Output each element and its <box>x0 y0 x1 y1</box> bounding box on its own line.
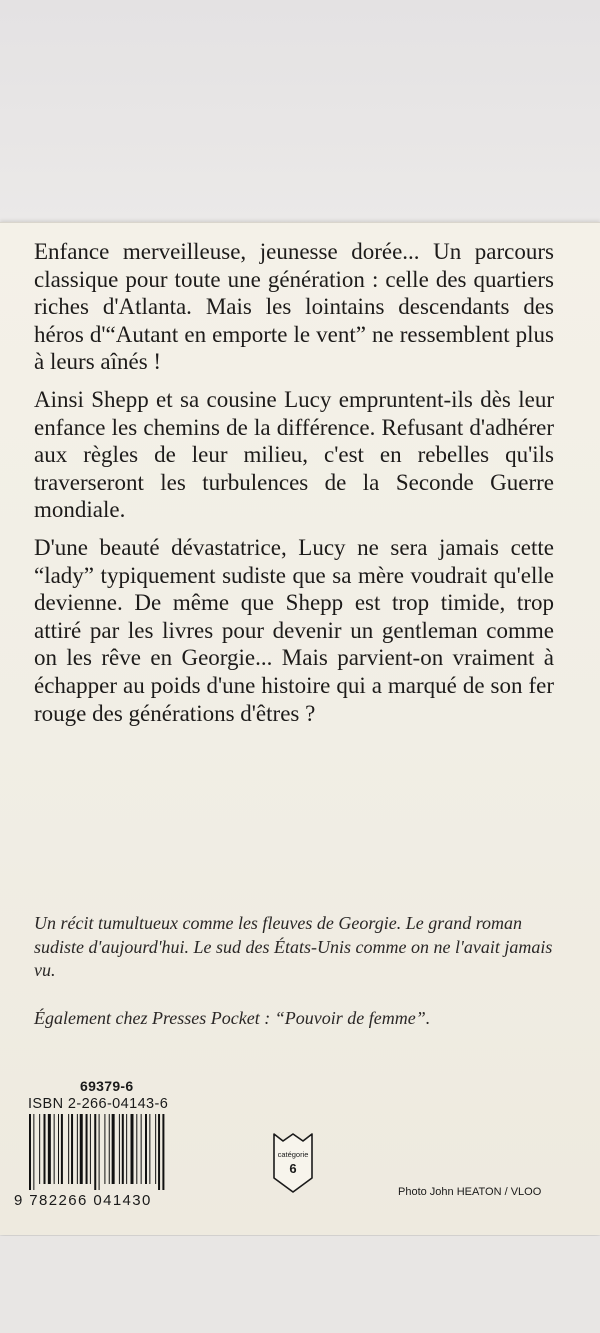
blurb-text <box>34 238 554 737</box>
blurb-paragraph-1: Enfance merveilleuse, jeunesse dorée... Un parcours classique pour toute une génération : celle des quartiers riches d'Atlanta. Mais les lointains descendants des héros d'“Autant en emporte le vent” ne ressemblent plus à leurs aînés ! <box>34 239 554 375</box>
background-bottom <box>0 1236 600 1333</box>
code-number: 69379-6 <box>80 1078 134 1094</box>
photo-credit: Photo John HEATON / VLOO <box>398 1186 542 1198</box>
isbn: ISBN 2-266-04143-6 <box>28 1096 169 1112</box>
background-top <box>0 0 600 222</box>
also-available: Également chez Presses Pocket : “Pouvoir de femme”. <box>34 1008 431 1028</box>
barcode-digits: 9 782266 041430 <box>14 1192 152 1209</box>
category-value: 6 <box>289 1161 297 1176</box>
category-label: catégorie <box>277 1150 309 1159</box>
barcode-icon <box>28 1114 198 1190</box>
blurb-paragraph-3: D'une beauté dévastatrice, Lucy ne sera jamais cette “lady” typiquement sudiste que sa mère voudrait qu'elle devienne. De même que Shepp est trop timide, trop attiré par les livres pour devenir un gentleman comme on les rêve en Georgie... Mais parvient-on vraiment à échapper au poids d'une histoire qui a marqué de son fer rouge des générations d'êtres ? <box>34 534 554 726</box>
tagline: Un récit tumultueux comme les fleuves de Georgie. Le grand roman sudiste d'aujourd'hui. Le sud des États-Unis comme on ne l'avait jamais vu. <box>34 913 553 980</box>
blurb-paragraph-2: Ainsi Shepp et sa cousine Lucy empruntent-ils dès leur enfance les chemins de la différence. Refusant d'adhérer aux règles de leur milieu, c'est en rebelles qu'ils traverseront les turbulences de la Seconde Guerre mondiale. <box>34 386 554 523</box>
